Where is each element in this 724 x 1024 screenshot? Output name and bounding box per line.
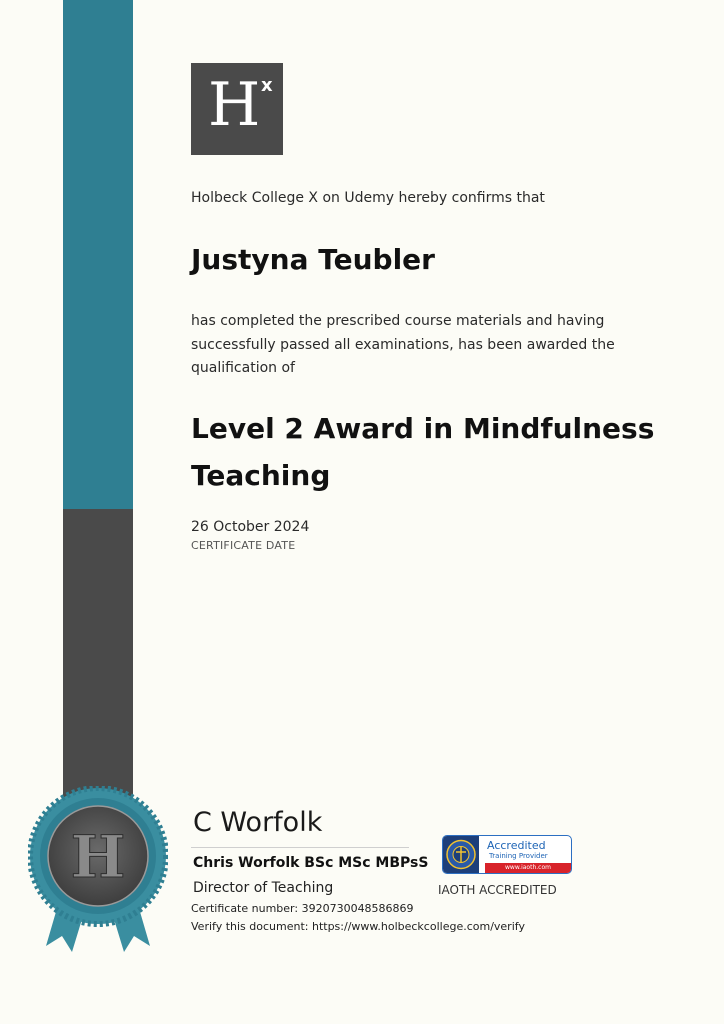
certificate-number: Certificate number: 3920730048586869 — [191, 902, 414, 915]
iaoth-emblem-icon — [443, 836, 479, 873]
logo-letter: H — [208, 70, 261, 140]
intro-text: Holbeck College X on Udemy hereby confirms that — [191, 190, 545, 206]
signer-name: Chris Worfolk BSc MSc MBPsS — [193, 855, 429, 871]
decorative-stripe-grey — [63, 509, 133, 819]
logo-superscript: x — [261, 75, 273, 96]
badge-title: Accredited — [487, 839, 546, 852]
badge-url: www.iaoth.com — [485, 863, 571, 873]
certificate-date-label: CERTIFICATE DATE — [191, 539, 296, 552]
accreditation-caption: IAOTH ACCREDITED — [438, 883, 557, 897]
signer-role: Director of Teaching — [193, 880, 334, 896]
completion-text: has completed the prescribed course materials and having successfully passed all examinations, has been awarded the qualification of — [191, 313, 615, 376]
signature-script: C Worfolk — [193, 807, 323, 838]
accreditation-badge — [442, 835, 572, 874]
rosette-seal-icon — [28, 786, 168, 966]
badge-subtitle: Training Provider — [489, 852, 548, 860]
seal-letter: H — [70, 823, 126, 891]
signature-line — [191, 847, 409, 848]
certificate-date: 26 October 2024 — [191, 519, 310, 535]
decorative-stripe-teal — [63, 0, 133, 509]
qualification-title: Level 2 Award in Mindfulness Teaching — [191, 412, 655, 492]
verify-text: Verify this document: https://www.holbeckcollege.com/verify — [191, 920, 525, 933]
recipient-name: Justyna Teubler — [191, 243, 435, 276]
college-logo — [191, 63, 283, 155]
